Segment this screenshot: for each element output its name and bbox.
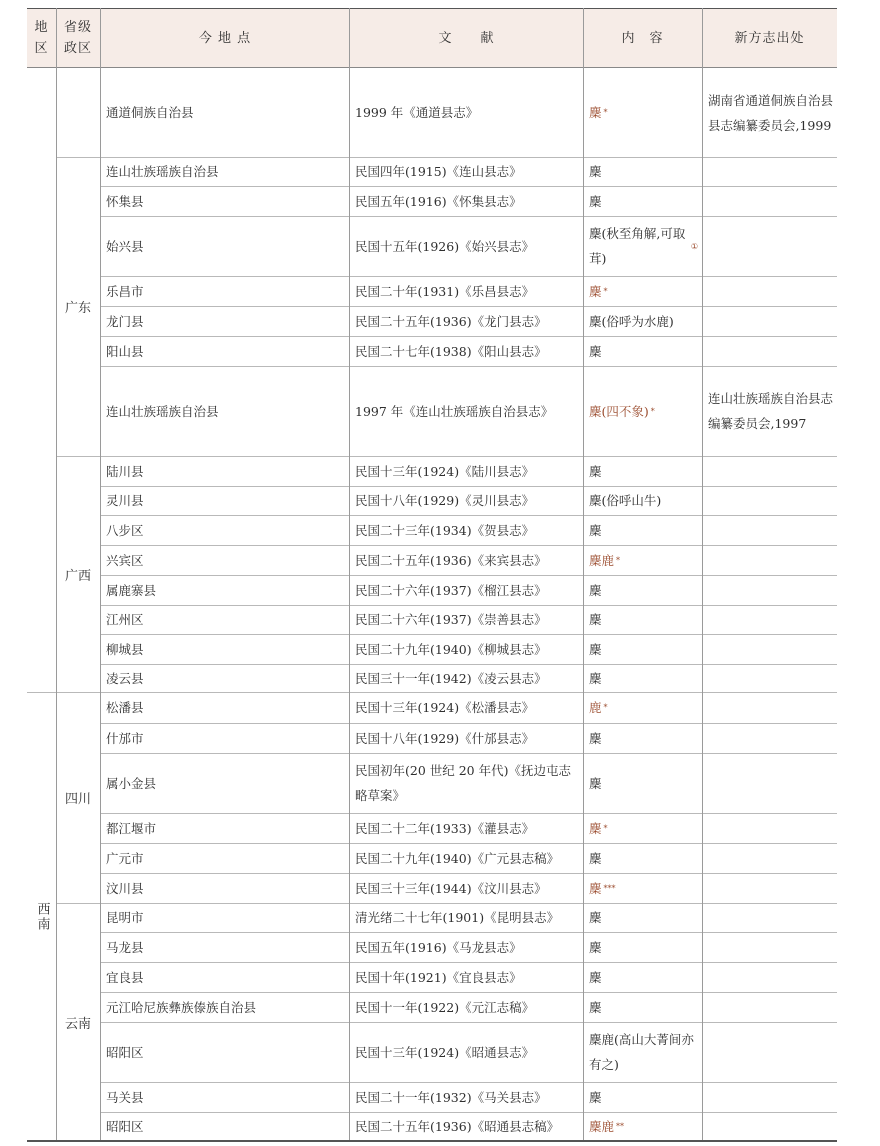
row-divider [100, 873, 837, 874]
footnote-mark: ** [616, 1122, 625, 1131]
document-cell [355, 1112, 579, 1141]
content-cell [589, 157, 698, 186]
content-cell [589, 962, 698, 992]
location-cell [106, 575, 345, 605]
location-text: 连山壮族瑶族自治县 [106, 403, 219, 419]
row-divider [100, 216, 837, 217]
location-cell [106, 903, 345, 932]
document-cell [355, 486, 579, 515]
document-text: 民国二十九年(1940)《广元县志稿》 [355, 850, 560, 866]
document-text: 清光绪二十七年(1901)《昆明县志》 [355, 910, 560, 925]
header-source [702, 9, 837, 67]
row-divider [100, 575, 837, 576]
document-cell [355, 306, 579, 336]
content-text: 麇(俗呼为水鹿) [589, 313, 674, 329]
row-divider [100, 306, 837, 307]
document-text: 民国二十五年(1936)《来宾县志》 [355, 552, 547, 568]
content-text: 麇 [589, 164, 602, 179]
content-cell [589, 276, 698, 306]
header-region [27, 9, 56, 67]
row-divider [100, 932, 837, 933]
content-text: 麇 [589, 1089, 602, 1105]
location-cell [106, 992, 345, 1022]
content-cell [589, 545, 698, 575]
location-text: 始兴县 [106, 238, 144, 254]
document-cell [355, 68, 579, 157]
document-cell [355, 186, 579, 216]
content-cell [589, 664, 698, 692]
document-cell [355, 1082, 579, 1112]
location-text: 元江哈尼族彝族傣族自治县 [106, 999, 257, 1015]
footnote-mark: * [603, 703, 608, 712]
column-divider [349, 8, 350, 1141]
document-cell [355, 664, 579, 692]
location-cell [106, 186, 345, 216]
document-cell [355, 336, 579, 366]
document-cell [355, 843, 579, 873]
row-divider [100, 186, 837, 187]
content-cell [589, 1022, 698, 1082]
content-cell [589, 186, 698, 216]
location-cell [106, 1022, 345, 1082]
document-text: 民国三十一年(1942)《凌云县志》 [355, 670, 547, 686]
location-cell [106, 723, 345, 753]
location-cell [106, 68, 345, 157]
content-cell [589, 605, 698, 634]
document-cell [355, 813, 579, 843]
document-cell [355, 1022, 579, 1082]
content-cell [589, 575, 698, 605]
document-cell [355, 962, 579, 992]
content-text: 麇 [589, 999, 602, 1015]
document-text: 民国十五年(1926)《始兴县志》 [355, 238, 535, 254]
document-text: 民国十三年(1924)《松潘县志》 [355, 700, 535, 715]
location-cell [106, 873, 345, 903]
location-text: 汶川县 [106, 880, 144, 896]
location-text: 属鹿寨县 [106, 582, 157, 598]
content-text: 麇 [589, 522, 602, 538]
footnote-mark: * [603, 108, 608, 117]
province-sichuan [56, 692, 100, 903]
content-cell [589, 634, 698, 664]
location-text: 灵川县 [106, 493, 144, 508]
footnote-mark: * [603, 286, 608, 296]
content-text: 麇 [589, 850, 602, 866]
content-text: 麇 [589, 463, 602, 479]
row-divider [100, 992, 837, 993]
location-cell [106, 216, 345, 276]
location-text: 马龙县 [106, 939, 144, 955]
location-cell [106, 843, 345, 873]
location-text: 松潘县 [106, 700, 144, 715]
row-divider [100, 1112, 837, 1113]
location-cell [106, 962, 345, 992]
content-text: 麇(四不象) [589, 403, 649, 419]
row-divider [56, 456, 837, 457]
document-text: 民国二十五年(1936)《龙门县志》 [355, 313, 547, 329]
document-text: 1997 年《连山壮族瑶族自治县志》 [355, 403, 554, 419]
content-text: 麇 [589, 969, 602, 985]
location-text: 广元市 [106, 850, 144, 866]
province-yunnan [56, 903, 100, 1141]
location-cell [106, 753, 345, 813]
row-divider [100, 664, 837, 665]
document-cell [355, 366, 579, 456]
source-text: 连山壮族瑶族自治县志编纂委员会,1997 [708, 391, 834, 431]
document-cell [355, 276, 579, 306]
location-text: 什邡市 [106, 730, 144, 746]
location-cell [106, 545, 345, 575]
source-cell [708, 366, 833, 456]
content-text: 麇鹿(高山大菁间亦有之) [589, 1032, 694, 1072]
location-text: 宜良县 [106, 969, 144, 985]
document-text: 民国四年(1915)《连山县志》 [355, 164, 522, 179]
province-label: 云南 [64, 1016, 91, 1032]
document-text: 民国二十九年(1940)《柳城县志》 [355, 641, 547, 657]
location-cell [106, 486, 345, 515]
content-text: 麇 [589, 193, 602, 209]
row-divider [100, 276, 837, 277]
table-header [27, 8, 837, 68]
row-divider [100, 1022, 837, 1023]
content-cell [589, 456, 698, 486]
footnote-mark: *** [603, 883, 616, 893]
location-text: 昭阳区 [106, 1044, 144, 1060]
location-cell [106, 157, 345, 186]
header-location-label: 今 地 点 [198, 30, 252, 46]
content-text: 麇 [589, 612, 602, 627]
header-content [583, 9, 702, 67]
document-cell [355, 903, 579, 932]
location-text: 陆川县 [106, 463, 144, 479]
document-text: 民国二十六年(1937)《榴江县志》 [355, 582, 547, 598]
location-text: 怀集县 [106, 193, 144, 209]
content-cell [589, 515, 698, 545]
document-cell [355, 157, 579, 186]
content-cell [589, 486, 698, 515]
column-divider [583, 8, 584, 1141]
document-text: 民国二十年(1931)《乐昌县志》 [355, 283, 535, 299]
content-text: 麇 [589, 880, 602, 896]
location-text: 昭阳区 [106, 1119, 144, 1134]
content-text: 麇 [589, 910, 602, 925]
location-text: 乐昌市 [106, 283, 144, 299]
content-cell [589, 306, 698, 336]
content-text: 麇 [589, 582, 602, 598]
document-text: 民国十三年(1924)《昭通县志》 [355, 1044, 535, 1060]
document-text: 民国十一年(1922)《元江志稿》 [355, 999, 535, 1015]
content-text: 麇 [589, 670, 602, 686]
header-province-label: 省级政区 [64, 20, 93, 56]
province-guangdong [56, 157, 100, 456]
document-cell [355, 545, 579, 575]
document-text: 民国十八年(1929)《灵川县志》 [355, 493, 535, 508]
row-divider [100, 723, 837, 724]
footnote-mark: * [650, 406, 655, 416]
document-cell [355, 575, 579, 605]
document-cell [355, 753, 579, 813]
document-text: 民国十年(1921)《宜良县志》 [355, 969, 522, 985]
document-text: 民国十三年(1924)《陆川县志》 [355, 463, 535, 479]
document-cell [355, 992, 579, 1022]
source-text: 湖南省通道侗族自治县县志编纂委员会,1999 [708, 92, 834, 133]
content-cell [589, 336, 698, 366]
content-cell [589, 216, 698, 276]
row-divider [100, 486, 837, 487]
content-text: 麇 [589, 343, 602, 359]
location-text: 龙门县 [106, 313, 144, 329]
content-text: 麇 [589, 939, 602, 955]
content-text: 麇 [589, 283, 602, 299]
row-divider [100, 843, 837, 844]
footnote-mark: ① [690, 241, 698, 251]
content-cell [589, 723, 698, 753]
province-label: 广西 [64, 568, 91, 584]
content-cell [589, 1112, 698, 1141]
document-text: 民国二十五年(1936)《昭通县志稿》 [355, 1119, 560, 1134]
row-divider [100, 1082, 837, 1083]
source-cell [708, 68, 833, 157]
row-divider [100, 515, 837, 516]
content-text: 麇 [589, 730, 602, 746]
row-divider [100, 336, 837, 337]
location-cell [106, 1112, 345, 1141]
document-text: 民国二十六年(1937)《崇善县志》 [355, 612, 547, 627]
content-text: 麇 [589, 641, 602, 657]
row-divider [100, 753, 837, 754]
row-divider [100, 634, 837, 635]
location-text: 昆明市 [106, 910, 144, 925]
footnote-mark: * [616, 555, 621, 565]
content-text: 麇(俗呼山牛) [589, 493, 662, 508]
header-document [350, 9, 583, 67]
document-text: 民国二十二年(1933)《灌县志》 [355, 820, 535, 836]
document-text: 民国十八年(1929)《什邡县志》 [355, 730, 535, 746]
location-text: 属小金县 [106, 775, 157, 791]
document-text: 民国初年(20 世纪 20 年代)《抚边屯志略草案》 [355, 763, 571, 803]
document-text: 民国五年(1916)《马龙县志》 [355, 939, 522, 955]
document-text: 民国三十三年(1944)《汶川县志》 [355, 880, 547, 896]
document-text: 民国二十七年(1938)《阳山县志》 [355, 343, 547, 359]
location-text: 八步区 [106, 522, 144, 538]
row-divider [56, 157, 837, 158]
content-cell [589, 366, 698, 456]
header-content-label: 内 容 [621, 30, 664, 46]
location-text: 连山壮族瑶族自治县 [106, 164, 219, 179]
location-cell [106, 692, 345, 723]
location-cell [106, 456, 345, 486]
document-cell [355, 605, 579, 634]
row-divider [100, 605, 837, 606]
location-text: 江州区 [106, 612, 144, 627]
location-cell [106, 366, 345, 456]
header-source-label: 新方志出处 [734, 30, 805, 46]
document-cell [355, 692, 579, 723]
province-label: 广东 [64, 301, 91, 316]
content-text: 鹿 [589, 700, 602, 715]
document-cell [355, 634, 579, 664]
content-cell [589, 692, 698, 723]
document-cell [355, 216, 579, 276]
document-text: 民国二十三年(1934)《贺县志》 [355, 522, 535, 538]
content-text: 麇 [589, 105, 602, 120]
location-text: 都江堰市 [106, 820, 157, 836]
content-cell [589, 68, 698, 157]
location-cell [106, 634, 345, 664]
location-cell [106, 306, 345, 336]
row-divider [100, 545, 837, 546]
row-divider [100, 813, 837, 814]
document-cell [355, 515, 579, 545]
location-text: 阳山县 [106, 343, 144, 359]
province-guangxi [56, 456, 100, 692]
column-divider [702, 8, 703, 1141]
location-cell [106, 813, 345, 843]
content-cell [589, 1082, 698, 1112]
document-cell [355, 932, 579, 962]
content-text: 麇鹿 [589, 552, 615, 568]
row-divider [56, 903, 837, 904]
region-label: 西南 [34, 901, 50, 932]
location-cell [106, 664, 345, 692]
header-province [56, 9, 100, 67]
content-cell [589, 992, 698, 1022]
location-cell [106, 1082, 345, 1112]
content-text: 麇 [589, 820, 602, 836]
location-text: 通道侗族自治县 [106, 105, 194, 120]
content-cell [589, 813, 698, 843]
content-text: 麇(秋至角解,可取茸) [589, 226, 686, 266]
document-cell [355, 723, 579, 753]
location-cell [106, 515, 345, 545]
province-label: 四川 [64, 792, 91, 807]
location-cell [106, 276, 345, 306]
document-text: 民国五年(1916)《怀集县志》 [355, 193, 522, 209]
region-southwest [27, 692, 56, 1141]
document-cell [355, 456, 579, 486]
location-text: 马关县 [106, 1089, 144, 1105]
row-divider [100, 962, 837, 963]
column-divider [100, 8, 101, 1141]
table-bottom-rule [27, 1140, 837, 1142]
document-text: 民国二十一年(1932)《马关县志》 [355, 1089, 547, 1105]
location-cell [106, 605, 345, 634]
header-location [100, 9, 350, 67]
row-divider [100, 366, 837, 367]
content-cell [589, 753, 698, 813]
location-cell [106, 336, 345, 366]
content-text: 麇 [589, 775, 602, 791]
header-region-label: 地区 [34, 20, 49, 56]
content-text: 麇鹿 [589, 1119, 615, 1134]
content-cell [589, 932, 698, 962]
content-cell [589, 843, 698, 873]
location-cell [106, 932, 345, 962]
location-text: 凌云县 [106, 670, 144, 686]
document-text: 1999 年《通道县志》 [355, 105, 479, 120]
header-document-label: 文 献 [438, 30, 495, 46]
location-text: 柳城县 [106, 641, 144, 657]
row-divider [27, 692, 837, 693]
footnote-mark: * [603, 823, 608, 833]
document-cell [355, 873, 579, 903]
content-cell [589, 873, 698, 903]
location-text: 兴宾区 [106, 552, 144, 568]
content-cell [589, 903, 698, 932]
